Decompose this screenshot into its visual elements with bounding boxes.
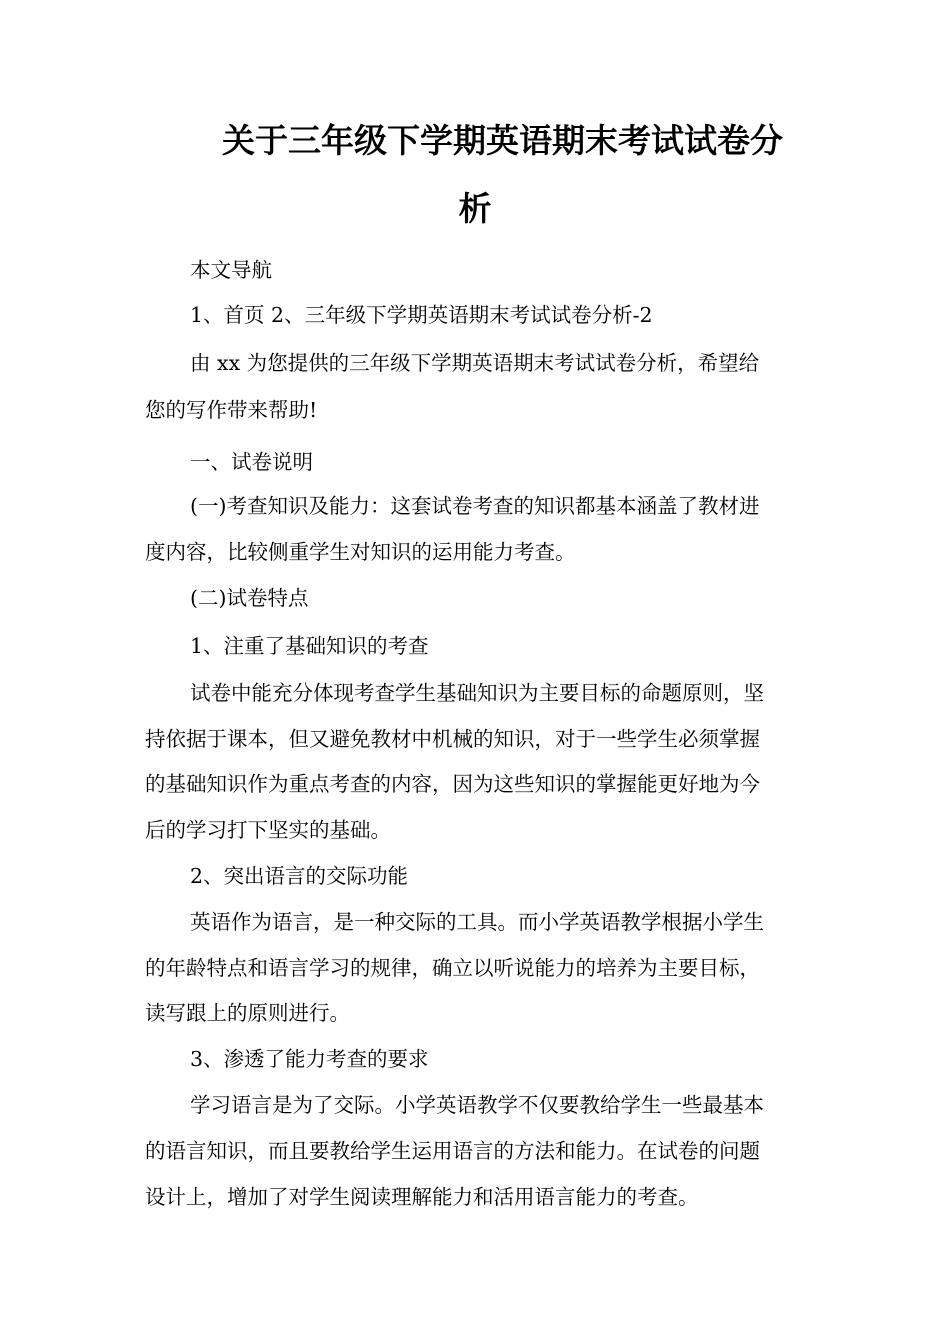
paragraph-line: 度内容，比较侧重学生对知识的运用能力考查。 xyxy=(145,540,576,564)
nav-links: 1、首页 2、三年级下学期英语期末考试试卷分析-2 xyxy=(190,303,653,327)
paragraph-line: 设计上，增加了对学生阅读理解能力和活用语言能力的考查。 xyxy=(145,1185,699,1209)
paragraph-line: 英语作为语言，是一种交际的工具。而小学英语教学根据小学生 xyxy=(190,910,764,934)
paragraph-line: 学习语言是为了交际。小学英语教学不仅要教给学生一些最基本 xyxy=(190,1093,764,1117)
point-heading: 2、突出语言的交际功能 xyxy=(190,864,409,888)
paragraph-line: 的基础知识作为重点考查的内容，因为这些知识的掌握能更好地为今 xyxy=(145,772,760,796)
paragraph-line: 的年龄特点和语言学习的规律，确立以听说能力的培养为主要目标， xyxy=(145,956,760,980)
subsection-heading: (二)试卷特点 xyxy=(190,586,309,610)
point-heading: 3、渗透了能力考查的要求 xyxy=(190,1047,429,1071)
paragraph-line: 读写跟上的原则进行。 xyxy=(145,1001,350,1025)
section-heading: 一、试卷说明 xyxy=(190,450,313,474)
paragraph-line: 您的写作带来帮助! xyxy=(145,398,318,422)
paragraph-line: (一)考查知识及能力：这套试卷考查的知识都基本涵盖了教材进 xyxy=(190,494,760,518)
paragraph-line: 持依据于课本，但又避免教材中机械的知识，对于一些学生必须掌握 xyxy=(145,727,760,751)
point-heading: 1、注重了基础知识的考查 xyxy=(190,634,429,658)
document-title-line-1: 关于三年级下学期英语期末考试试卷分 xyxy=(222,121,783,160)
nav-heading: 本文导航 xyxy=(190,258,272,282)
paragraph-line: 由 xx 为您提供的三年级下学期英语期末考试试卷分析，希望给 xyxy=(190,351,760,375)
paragraph-line: 后的学习打下坚实的基础。 xyxy=(145,818,391,842)
paragraph-line: 试卷中能充分体现考查学生基础知识为主要目标的命题原则，坚 xyxy=(190,681,764,705)
paragraph-line: 的语言知识，而且要教给学生运用语言的方法和能力。在试卷的问题 xyxy=(145,1139,760,1163)
document-title-line-2: 析 xyxy=(458,189,492,228)
